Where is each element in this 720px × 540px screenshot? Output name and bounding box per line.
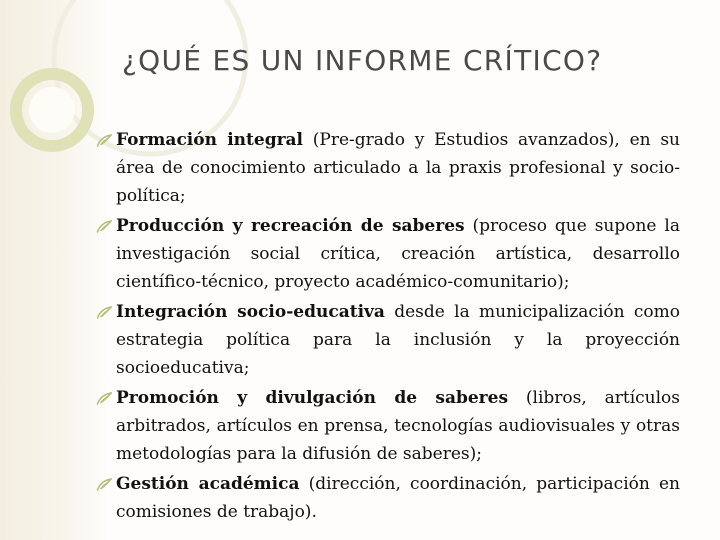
bullet-term: Gestión académica <box>116 474 300 494</box>
slide-title: ¿QUÉ ES UN INFORME CRÍTICO? <box>122 44 603 77</box>
bullet-term: Producción y recreación de saberes <box>116 216 465 236</box>
list-item <box>96 126 680 210</box>
leaf-swirl-icon <box>96 132 112 148</box>
bullet-term: Promoción y divulgación de saberes <box>116 388 509 408</box>
list-item <box>96 298 680 382</box>
leaf-swirl-icon <box>96 218 112 234</box>
bullet-term: Integración socio-educativa <box>116 302 385 322</box>
bullet-text: (libros, artículos arbitrados, artículos en prensa, tecnologías audiovisuales y otras metodologías para la difusión de saberes); <box>116 388 681 464</box>
bullet-text: desde la municipalización como estrategia política para la inclusión y la proyección socioeducativa; <box>116 302 680 378</box>
leaf-swirl-icon <box>96 476 112 492</box>
bullet-text: (Pre-grado y Estudios avanzados), en su área de conocimiento articulado a la praxis profesional y socio-política; <box>116 130 681 206</box>
list-item <box>96 470 680 526</box>
bullet-text: (proceso que supone la investigación social crítica, creación artística, desarrollo científico-técnico, proyecto académico-comunitario); <box>116 216 680 292</box>
leaf-swirl-icon <box>96 390 112 406</box>
bullet-list <box>96 126 680 526</box>
list-item <box>96 212 680 296</box>
leaf-swirl-icon <box>96 304 112 320</box>
bullet-term: Formación integral <box>116 130 304 150</box>
list-item <box>96 384 680 468</box>
bullet-text: (dirección, coordinación, participación en comisiones de trabajo). <box>116 474 680 522</box>
